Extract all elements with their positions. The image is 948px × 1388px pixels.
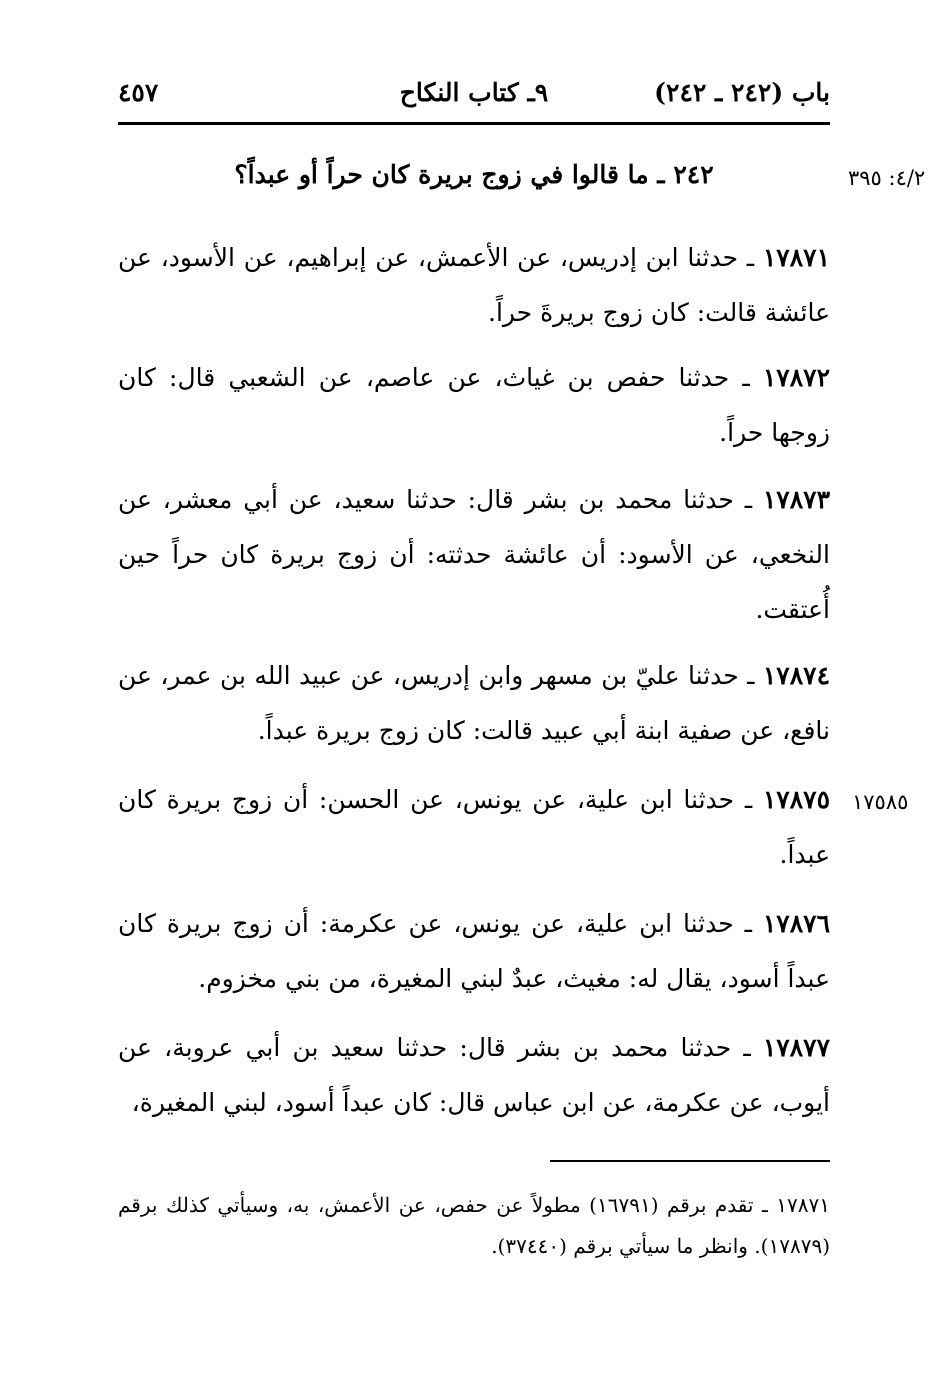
header-bab: باب (٢٤٢ ـ ٢٤٢) [654,78,830,107]
hadith-text: ـ حدثنا عليّ بن مسهر وابن إدريس، عن عبيد الله بن عمر، عن نافع، عن صفية ابنة أبي عبيد قالت: كان زوج بريرة عبداً. [118,661,830,745]
hadith-17871 [118,230,830,340]
footnote-rule [550,1160,830,1162]
hadith-text: ـ حدثنا ابن علية، عن يونس، عن الحسن: أن زوج بريرة كان عبداً. [118,785,830,869]
hadith-17876 [118,896,830,1006]
hadith-17874 [118,648,830,758]
hadith-number: ١٧٨٧٤ [762,661,830,690]
header-rule [118,122,830,125]
hadith-17873 [118,472,830,637]
running-header [118,72,830,120]
header-kitab: ٩ـ كتاب النكاح [399,78,549,107]
hadith-number: ١٧٨٧٦ [762,909,830,938]
page-number: ٤٥٧ [118,78,159,107]
footnote: ١٧٨٧١ ـ تقدم برقم (١٦٧٩١) مطولاً عن حفص، عن الأعمش، به، وسيأتي كذلك برقم (١٧٨٧٩). وانظر ما سيأتي برقم (٣٧٤٤٠). [118,1193,830,1258]
hadith-17872 [118,350,830,460]
hadith-17875 [118,772,830,882]
chapter-title: ٢٤٢ ـ ما قالوا في زوج بريرة كان حراً أو عبداً؟ [234,160,714,189]
hadith-number: ١٧٨٧٥ [762,785,830,814]
hadith-number: ١٧٨٧١ [762,243,830,272]
hadith-text: ـ حدثنا حفص بن غياث، عن عاصم، عن الشعبي قال: كان زوجها حراً. [118,363,830,447]
hadith-17877 [118,1020,830,1130]
hadith-number: ١٧٨٧٢ [762,363,830,392]
margin-reference-hadith: ١٧٥٨٥ [852,790,909,814]
hadith-text: ـ حدثنا محمد بن بشر قال: حدثنا سعيد، عن أبي معشر، عن النخعي، عن الأسود: أن عائشة حدثته: أن زوج بريرة كان حراً حين أُعتقت. [118,485,830,624]
hadith-number: ١٧٨٧٣ [762,485,830,514]
hadith-text: ـ حدثنا ابن إدريس، عن الأعمش، عن إبراهيم، عن الأسود، عن عائشة قالت: كان زوج بريرةَ حراً. [118,243,830,327]
hadith-text: ـ حدثنا ابن علية، عن يونس، عن عكرمة: أن زوج بريرة كان عبداً أسود، يقال له: مغيث، عبدٌ لبني المغيرة، من بني مخزوم. [118,909,830,993]
hadith-number: ١٧٨٧٧ [762,1033,830,1062]
margin-reference-chapter: ٤/٢: ٣٩٥ [848,166,926,190]
hadith-text: ـ حدثنا محمد بن بشر قال: حدثنا سعيد بن أبي عروبة، عن أيوب، عن عكرمة، عن ابن عباس قال: كان عبداً أسود، لبني المغيرة، [118,1033,830,1117]
